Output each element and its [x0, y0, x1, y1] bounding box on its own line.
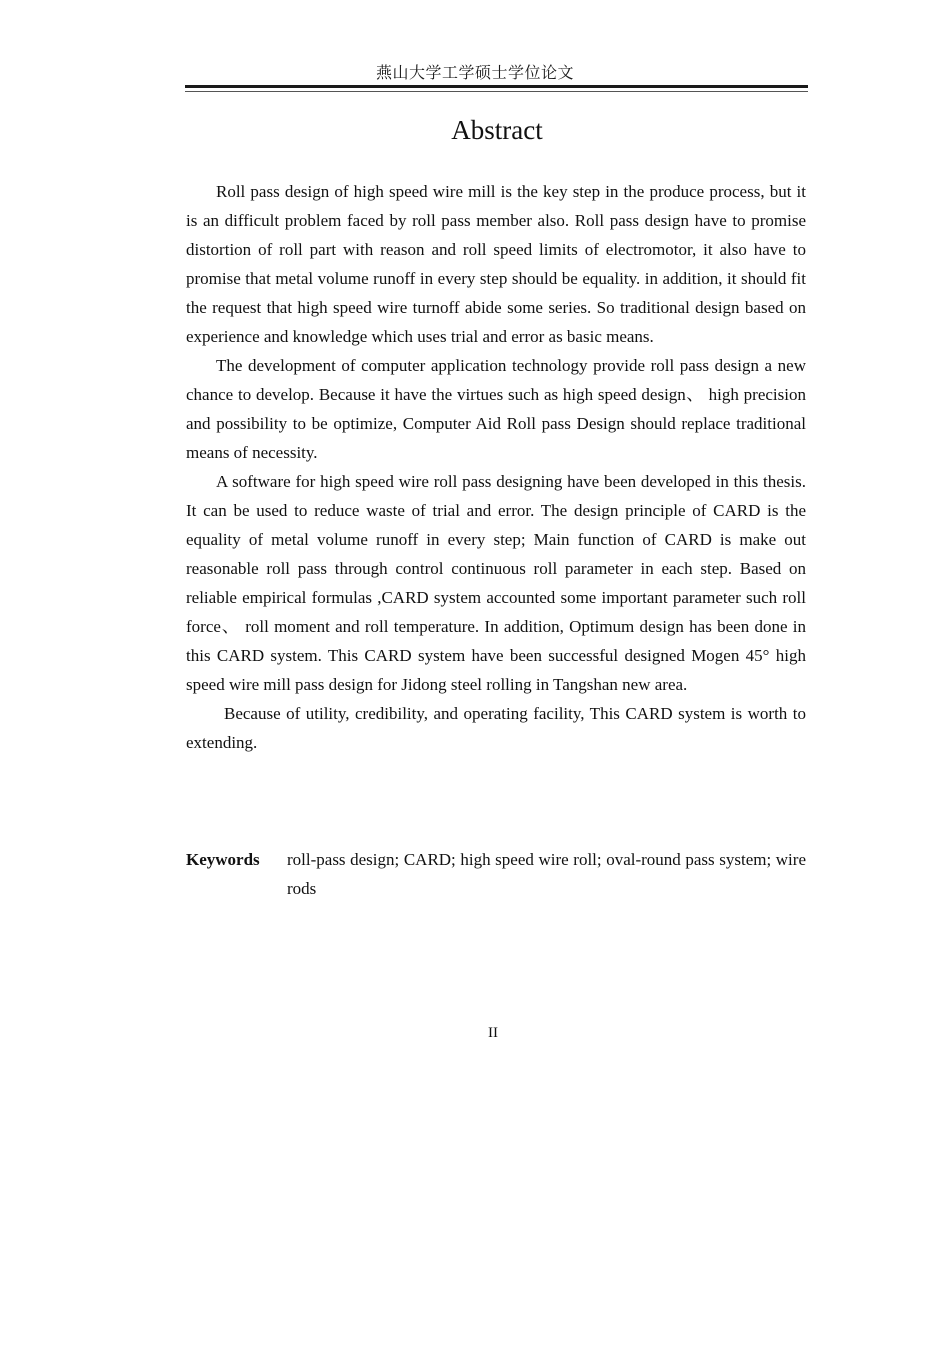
page-title: Abstract [451, 115, 543, 145]
page-number: II [488, 1025, 498, 1041]
abstract-paragraph-2: The development of computer application technology provide roll pass design a new chance to develop. Because it have the virtues such as high speed design、 high precision and possibility to be optimize, Computer Aid Roll pass Design should replace traditional means of necessity. [186, 356, 806, 462]
running-header: 燕山大学工学硕士学位论文 [375, 63, 574, 82]
header-rule-thin [185, 91, 808, 92]
abstract-paragraph-3: A software for high speed wire roll pass designing have been developed in this thesis. It can be used to reduce waste of trial and error. The design principle of CARD is the equality of metal volume runoff in every step; Main function of CARD is make out reasonable roll pass through control continuous roll parameter in each step. Based on reliable empirical formulas ,CARD system accounted some important parameter such roll force、 roll moment and roll temperature. In addition, Optimum design has been done in this CARD system. This CARD system have been successful designed Mogen 45° high speed wire mill pass design for Jidong steel rolling in Tangshan new area. [186, 472, 806, 694]
keywords-label: Keywords [186, 850, 260, 869]
header-rule [185, 85, 808, 88]
keywords-text: roll-pass design; CARD; high speed wire roll; oval-round pass system; wire rods [287, 850, 806, 898]
abstract-paragraph-1: Roll pass design of high speed wire mill is the key step in the produce process, but it is an difficult problem faced by roll pass member also. Roll pass design have to promise distortion of roll part with reason and roll speed limits of electromotor, it also have to promise that metal volume runoff in every step should be equality. in addition, it should fit the request that high speed wire turnoff abide some series. So traditional design based on experience and knowledge which uses trial and error as basic means. [186, 182, 806, 346]
abstract-paragraph-4: Because of utility, credibility, and operating facility, This CARD system is worth to extending. [186, 704, 806, 752]
abstract-body [186, 177, 806, 757]
keywords-section [186, 845, 806, 903]
